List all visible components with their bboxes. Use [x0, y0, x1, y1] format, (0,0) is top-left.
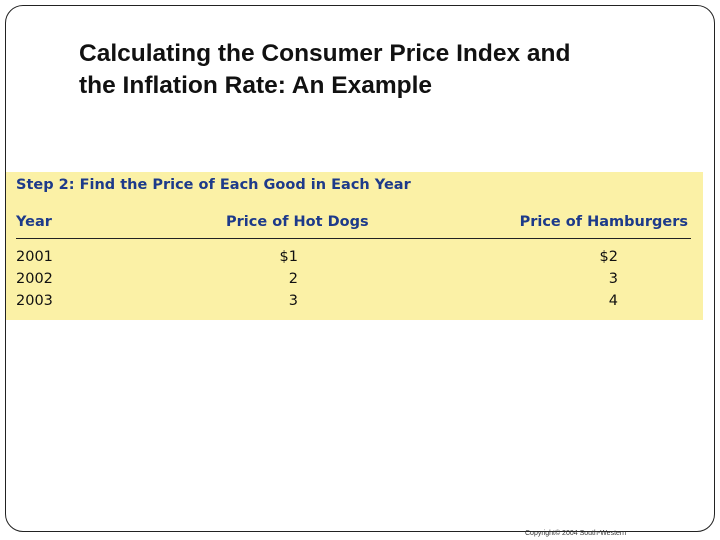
slide-title-line-2: the Inflation Rate: An Example [79, 72, 433, 99]
hamburgers-price-cell: 3 [608, 271, 618, 287]
year-cell: 2001 [16, 249, 53, 265]
header-divider [16, 238, 691, 239]
hamburgers-price-cell: $2 [599, 249, 618, 265]
table-body [6, 248, 703, 314]
hot-dogs-price-cell: 3 [288, 293, 298, 309]
year-cell: 2003 [16, 293, 53, 309]
column-header-hamburgers: Price of Hamburgers [519, 214, 688, 230]
table-heading: Step 2: Find the Price of Each Good in Each Year [16, 177, 411, 193]
column-header-hot-dogs: Price of Hot Dogs [226, 214, 369, 230]
column-header-year: Year [16, 214, 52, 230]
hot-dogs-price-cell: 2 [288, 271, 298, 287]
price-table-panel [6, 172, 703, 320]
table-row [6, 248, 703, 270]
year-cell: 2002 [16, 271, 53, 287]
table-row [6, 270, 703, 292]
table-row [6, 292, 703, 314]
slide-title-line-1: Calculating the Consumer Price Index and [79, 40, 571, 67]
hamburgers-price-cell: 4 [608, 293, 618, 309]
copyright-notice: Copyright© 2004 South-Western [525, 530, 627, 537]
hot-dogs-price-cell: $1 [279, 249, 298, 265]
slide-title [79, 38, 679, 102]
